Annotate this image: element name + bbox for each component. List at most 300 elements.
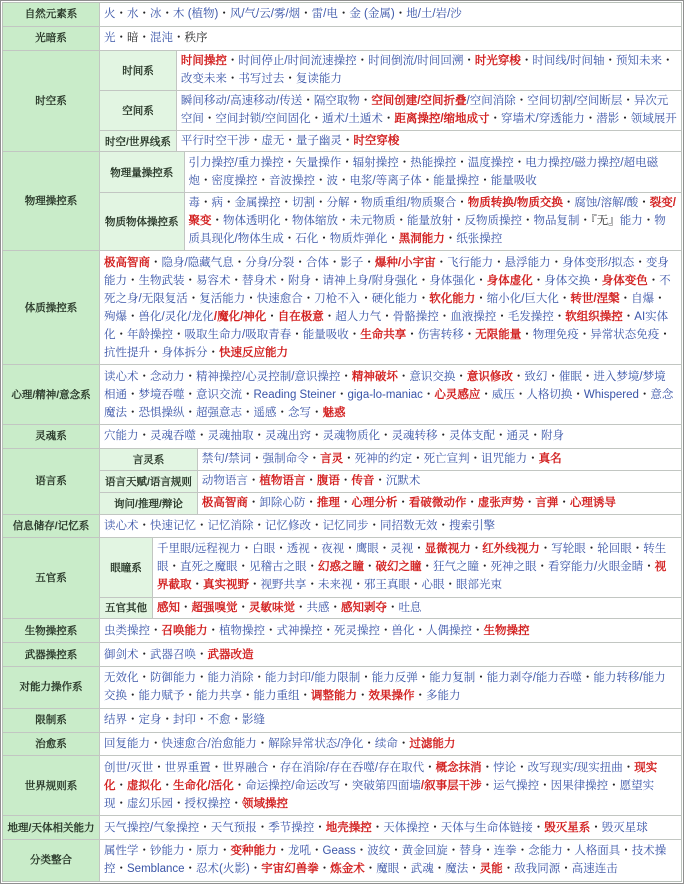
ability-link[interactable]: 年龄操控 <box>127 328 173 341</box>
ability-link[interactable]: 世界重置 <box>164 761 211 774</box>
ability-link[interactable]: 心灵感应 <box>434 388 481 401</box>
ability-link[interactable]: 人格切换 <box>526 388 573 401</box>
ability-link[interactable]: 武魂 <box>410 863 434 876</box>
ability-link[interactable]: 缩小化/巨大化 <box>486 292 559 305</box>
ability-link[interactable]: 龙吼 <box>288 845 311 858</box>
ability-link[interactable]: 心理诱导 <box>569 497 616 510</box>
ability-link[interactable]: Geass <box>322 845 356 858</box>
ability-link[interactable]: 未来视 <box>318 579 353 592</box>
ability-link[interactable]: 人偶操控 <box>426 624 472 637</box>
ability-link[interactable]: 植物操控 <box>219 624 265 637</box>
ability-link[interactable]: 突破第四面墙 <box>351 779 421 792</box>
ability-link[interactable]: 附身 <box>541 430 564 443</box>
ability-link[interactable]: 视野共享 <box>260 579 307 592</box>
ability-link[interactable]: 灵魂转移 <box>391 430 438 443</box>
ability-link[interactable]: 物品复制 <box>533 215 580 228</box>
ability-link[interactable]: Whispered <box>583 388 639 401</box>
ability-link[interactable]: 时光穿梭 <box>474 55 521 68</box>
ability-link[interactable]: 空间封锁/空间固化 <box>215 113 311 126</box>
ability-link[interactable]: 纸张操控 <box>456 233 503 246</box>
ability-link[interactable]: 能力剥夺/能力吞噬 <box>486 672 582 685</box>
ability-link[interactable]: 穴能力 <box>104 430 139 443</box>
ability-link[interactable]: 混沌 <box>150 32 173 45</box>
ability-link[interactable]: 过滤能力 <box>409 738 456 750</box>
ability-link[interactable]: 恐惧操纵 <box>138 406 185 419</box>
ability-link[interactable]: 天气预报 <box>210 821 257 834</box>
ability-link[interactable]: 快速记忆 <box>150 520 196 533</box>
ability-link[interactable]: 替身术 <box>242 274 277 287</box>
content-cell <box>100 27 681 50</box>
ability-link[interactable]: 威压 <box>491 388 515 401</box>
ability-link[interactable]: 隔空取物 <box>313 95 360 108</box>
ability-link[interactable]: 感知 <box>157 601 180 614</box>
ability-link[interactable]: 高速连击 <box>571 863 618 876</box>
ability-link[interactable]: 精神破坏 <box>351 370 398 383</box>
ability-link[interactable]: 能量吸收 <box>302 328 349 341</box>
ability-link[interactable]: 快速愈合/治愈能力 <box>161 738 257 750</box>
ability-link[interactable]: 空间切割/空间断层 <box>527 95 623 108</box>
ability-link[interactable]: 敌我同源 <box>514 863 561 876</box>
ability-link[interactable]: 未元物质 <box>349 215 396 228</box>
ability-link[interactable]: 能力封印/能力限制 <box>265 672 361 685</box>
ability-link[interactable]: 石化 <box>295 233 319 246</box>
ability-link[interactable]: 武器召唤 <box>150 648 196 661</box>
ability-link[interactable]: 天气操控/气象操控 <box>104 821 200 834</box>
ability-link[interactable]: 自爆 <box>631 292 655 305</box>
ability-link[interactable]: 回复能力 <box>104 738 150 750</box>
ability-link[interactable]: 感知剥夺 <box>341 601 387 614</box>
ability-link[interactable]: 毁灭星球 <box>601 821 648 834</box>
ability-link[interactable]: 合体 <box>305 256 329 269</box>
ability-link[interactable]: 禁句/禁词 <box>201 453 252 466</box>
ability-link[interactable]: 热能操控 <box>410 157 457 170</box>
ability-link[interactable]: 飞行能力 <box>447 256 494 269</box>
ability-link[interactable]: 能力转移/能力交换 <box>104 672 666 703</box>
ability-link[interactable]: 密度操控 <box>211 175 258 188</box>
ability-link[interactable]: 连拳 <box>493 845 517 858</box>
ability-link[interactable]: 植物语言 <box>259 475 306 488</box>
ability-link[interactable]: 天体与生命体链接 <box>440 821 533 834</box>
ability-link[interactable]: 武器改造 <box>207 648 254 661</box>
ability-link[interactable]: 透视 <box>286 543 310 556</box>
ability-link[interactable]: 眼部光束 <box>456 579 502 592</box>
ability-link[interactable]: 物质炸弹化 <box>329 233 388 246</box>
ability-link[interactable]: 召唤能力 <box>161 624 208 637</box>
ability-link[interactable]: 灵魂抽取 <box>207 430 254 443</box>
ability-link[interactable]: 直死之魔眼 <box>180 561 238 574</box>
ability-link[interactable]: 运气操控 <box>493 779 540 792</box>
ability-link[interactable]: 能量吸收 <box>490 175 537 188</box>
ability-link[interactable]: 量子幽灵 <box>295 135 342 148</box>
ability-link[interactable]: 效果操作 <box>368 690 415 703</box>
ability-link[interactable]: giga-lo-maniac <box>347 388 423 401</box>
ability-link[interactable]: 毛发操控 <box>507 310 554 323</box>
ability-link[interactable]: 刀枪不入 <box>314 292 361 305</box>
ability-link[interactable]: 属性学 <box>104 845 139 858</box>
ability-link[interactable]: 时间停止/时间流速操控 <box>238 55 357 68</box>
ability-link[interactable]: Reading Steiner <box>253 388 336 401</box>
ability-link[interactable]: 平行时空干涉 <box>180 135 250 148</box>
ability-link[interactable]: 爆种/小宇宙 <box>374 256 436 269</box>
ability-link[interactable]: 虚无 <box>261 135 285 148</box>
ability-link[interactable]: 反物质操控 <box>464 215 522 228</box>
ability-link[interactable]: 看穿能力/火眼金睛 <box>548 561 644 574</box>
ability-link[interactable]: 搜索引擎 <box>449 520 495 533</box>
ability-link[interactable]: 死灵操控 <box>334 624 380 637</box>
ability-link[interactable]: 魅惑 <box>322 406 346 419</box>
ability-link[interactable]: 天体操控 <box>383 821 430 834</box>
ability-link[interactable]: 人格面具 <box>574 845 621 858</box>
separator-dot: ・ <box>527 453 539 466</box>
ability-link[interactable]: 能力 <box>619 215 643 228</box>
ability-link[interactable]: 电力操控/磁力操控/超电磁炮 <box>188 157 659 188</box>
ability-link[interactable]: 死神的约定 <box>354 453 413 466</box>
ability-link[interactable]: 魔眼 <box>376 863 400 876</box>
ability-link[interactable]: 抗性提升 <box>104 346 150 359</box>
ability-link[interactable]: 钞能力 <box>150 845 185 858</box>
ability-link[interactable]: 请神上身/附身强化 <box>322 274 418 287</box>
ability-link[interactable]: 意念魔法 <box>104 388 674 419</box>
ability-link[interactable]: 幻惑之瞳 <box>318 561 364 574</box>
ability-link[interactable]: 千里眼/远程视力 <box>157 543 241 556</box>
ability-link[interactable]: 遁术/土遁术 <box>322 113 383 126</box>
ability-link[interactable]: 超人力气 <box>335 310 382 323</box>
ability-link[interactable]: 调整能力 <box>311 690 357 703</box>
ability-link[interactable]: 兽化/灵化/龙化 <box>138 310 214 323</box>
ability-link[interactable]: 结界 <box>104 714 127 727</box>
ability-link[interactable]: 传音 <box>351 475 375 488</box>
ability-link[interactable]: 魔法 <box>445 863 469 876</box>
ability-link[interactable]: 鹰眼 <box>355 543 379 556</box>
ability-link[interactable]: 能量操控 <box>433 175 480 188</box>
ability-link[interactable]: 催眠 <box>558 370 582 383</box>
ability-link[interactable]: 定身 <box>138 714 162 727</box>
ability-link[interactable]: 异常状态免疫 <box>590 328 660 341</box>
ability-link[interactable]: 炼金术 <box>330 863 365 876</box>
ability-link[interactable]: /魔化/神化 <box>213 310 267 323</box>
ability-link[interactable]: 转世/涅槃 <box>570 292 620 305</box>
ability-link[interactable]: 季节操控 <box>268 821 315 834</box>
ability-link[interactable]: 快速反应能力 <box>219 346 288 359</box>
ability-link[interactable]: 生命化/活化 <box>173 779 234 792</box>
ability-link[interactable]: 意识修改 <box>466 370 513 383</box>
ability-link[interactable]: 悬浮能力 <box>504 256 551 269</box>
ability-link[interactable]: 不死之身/无限复活 <box>104 274 671 305</box>
ability-link[interactable]: 授权操控 <box>184 797 231 810</box>
separator-dot: ・ <box>659 328 671 341</box>
ability-link[interactable]: 物体透明化 <box>223 215 281 228</box>
ability-link[interactable]: 视界截取 <box>157 561 667 592</box>
separator-dot: ・ <box>378 543 391 556</box>
ability-link[interactable]: 能力反弹 <box>371 672 418 685</box>
ability-link[interactable]: 极高智商 <box>104 256 150 269</box>
ability-link[interactable]: 火 <box>104 8 116 21</box>
separator-dot: ・ <box>153 761 165 774</box>
ability-link[interactable]: 快速愈合 <box>256 292 303 305</box>
ability-link[interactable]: 软化能力 <box>429 292 476 305</box>
ability-link[interactable]: 吐息 <box>398 601 422 614</box>
ability-link[interactable]: 影缝 <box>242 714 265 727</box>
ability-link[interactable]: 分解 <box>326 197 350 210</box>
ability-link[interactable]: 现实化 <box>104 761 658 792</box>
ability-link[interactable]: 因果律操控 <box>550 779 609 792</box>
ability-link[interactable]: 空间创建/空间折叠 <box>371 95 467 108</box>
ability-link[interactable]: 软组织操控 <box>565 310 623 323</box>
ability-link[interactable]: 时空穿梭 <box>353 135 400 148</box>
ability-link[interactable]: 物质具现化/物体生成 <box>188 215 666 246</box>
ability-link[interactable]: 伤害转移 <box>417 328 464 341</box>
ability-link[interactable]: 穿墙术/穿透能力 <box>501 113 585 126</box>
ability-link[interactable]: 看破微动作 <box>408 497 467 510</box>
ability-link[interactable]: 毁灭星系 <box>544 821 591 834</box>
ability-link[interactable]: 腹语 <box>316 475 340 488</box>
ability-link[interactable]: 红外线视力 <box>482 543 540 556</box>
ability-link[interactable]: 心理分析 <box>351 497 398 510</box>
ability-link[interactable]: 虚张声势 <box>477 497 524 510</box>
ability-link[interactable]: 瞬间移动/高速移动/传送 <box>180 95 303 108</box>
ability-link[interactable]: 身体拆分 <box>161 346 208 359</box>
ability-link[interactable]: 邪王真眼 <box>364 579 410 592</box>
ability-link[interactable]: 异次元空间 <box>180 95 669 126</box>
ability-link[interactable]: 身体虚化 <box>486 274 533 287</box>
ability-link[interactable]: 防御能力 <box>150 672 196 685</box>
ability-link[interactable]: 生物操控 <box>483 624 530 637</box>
ability-link[interactable]: 灵魂出窍 <box>265 430 311 443</box>
ability-link[interactable]: 死神之眼 <box>490 561 537 574</box>
ability-link[interactable]: 同招数无效 <box>380 520 438 533</box>
ability-link[interactable]: 通灵 <box>506 430 530 443</box>
ability-link[interactable]: 推理 <box>316 497 340 510</box>
ability-link[interactable]: 地壳操控 <box>325 821 372 834</box>
ability-link[interactable]: 毒 <box>188 197 200 210</box>
ability-link[interactable]: 强制命令 <box>262 453 309 466</box>
ability-link[interactable]: 读心术 <box>104 520 139 533</box>
ability-link[interactable]: 见稽古之眼 <box>249 561 307 574</box>
ability-link[interactable]: 能力复制 <box>429 672 476 685</box>
ability-link[interactable]: 金属操控 <box>234 197 281 210</box>
ability-link[interactable]: 动物语言 <box>201 475 248 488</box>
ability-link[interactable]: 音波操控 <box>269 175 315 188</box>
ability-link[interactable]: 记忆消除 <box>207 520 254 533</box>
ability-link[interactable]: 能力重组 <box>253 690 300 703</box>
ability-link[interactable]: 隐身/隐藏气息 <box>161 256 234 269</box>
ability-link[interactable]: 存在消除/存在吞噬/存在取代 <box>279 761 425 774</box>
ability-link[interactable]: 物质重组/物质聚合 <box>361 197 457 210</box>
ability-link[interactable]: 领域操控 <box>242 797 288 810</box>
ability-link[interactable]: 时间操控 <box>180 55 227 68</box>
ability-link[interactable]: 距离操控/缩地成寸 <box>394 113 490 126</box>
ability-link[interactable]: 忍术(火影) <box>196 863 250 876</box>
ability-link[interactable]: 生物武装 <box>138 274 185 287</box>
ability-link[interactable]: 念能力 <box>528 845 563 858</box>
ability-link[interactable]: 极高智商 <box>201 497 248 510</box>
ability-link[interactable]: 无限能量 <box>475 328 522 341</box>
ability-link[interactable]: 兽化 <box>391 624 415 637</box>
ability-link[interactable]: 原力 <box>196 845 219 858</box>
ability-link[interactable]: 无效化 <box>104 672 139 685</box>
ability-link[interactable]: 变种能力 <box>230 845 277 858</box>
ability-link[interactable]: 言灵 <box>320 453 344 466</box>
ability-link[interactable]: 式神操控 <box>276 624 323 637</box>
ability-link[interactable]: 裂变/聚变 <box>188 197 676 228</box>
ability-link[interactable]: 骨骼操控 <box>392 310 439 323</box>
ability-link[interactable]: 物体缩放 <box>292 215 338 228</box>
ability-link[interactable]: 灵体支配 <box>449 430 495 443</box>
ability-link[interactable]: 复读能力 <box>295 73 342 86</box>
ability-link[interactable]: 续命 <box>374 738 398 750</box>
ability-link[interactable]: 引力操控/重力操控 <box>188 157 284 170</box>
ability-link[interactable]: 记忆修改 <box>265 520 311 533</box>
ability-link[interactable]: 身体强化 <box>429 274 476 287</box>
ability-link[interactable]: 意识交流 <box>196 388 242 401</box>
ability-link[interactable]: 转生眼 <box>157 543 667 574</box>
ability-link[interactable]: 改变未来 <box>180 73 227 86</box>
ability-link[interactable]: 风/气/云/雾/烟 <box>229 8 301 21</box>
ability-link[interactable]: 命运操控/命运改写 <box>245 779 341 792</box>
ability-link[interactable]: 读心术 <box>104 370 139 383</box>
ability-link[interactable]: 能量放射 <box>407 215 453 228</box>
ability-link[interactable]: 记忆同步 <box>322 520 369 533</box>
ability-link[interactable]: 宇宙幻兽拳 <box>261 863 319 876</box>
ability-link[interactable]: 诅咒能力 <box>481 453 528 466</box>
ability-link[interactable]: 血液操控 <box>450 310 497 323</box>
content-cell <box>176 130 681 151</box>
ability-link[interactable]: 狂气之瞳 <box>433 561 479 574</box>
ability-link[interactable]: 虫类操控 <box>104 624 150 637</box>
ability-link[interactable]: 自在极意 <box>277 310 324 323</box>
ability-link[interactable]: 黑洞能力 <box>398 233 445 246</box>
ability-link[interactable]: 创世/灭世 <box>104 761 154 774</box>
ability-link[interactable]: 灵魂吞噬 <box>150 430 196 443</box>
content-inner <box>104 646 254 664</box>
ability-link[interactable]: 灵能 <box>479 863 503 876</box>
ability-link[interactable]: 虚幻乐园 <box>127 797 173 810</box>
ability-link[interactable]: 潜影 <box>596 113 620 126</box>
ability-link[interactable]: 写轮眼 <box>551 543 586 556</box>
ability-link[interactable]: 腐蚀/溶解/酸 <box>574 197 639 210</box>
ability-link[interactable]: 灵敏味觉 <box>249 601 295 614</box>
ability-link[interactable]: 身体变形/拟态 <box>562 256 635 269</box>
ability-link[interactable]: 超强嗅觉 <box>191 601 238 614</box>
ability-link[interactable]: 超强意志 <box>196 406 242 419</box>
ability-link[interactable]: 温度操控 <box>467 157 514 170</box>
ability-link[interactable]: 附身 <box>288 274 311 287</box>
ability-link[interactable]: 共感 <box>306 601 330 614</box>
ability-link[interactable]: 世界融合 <box>222 761 269 774</box>
ability-link[interactable]: 念写 <box>288 406 311 419</box>
ability-link[interactable]: 能力赋予 <box>138 690 185 703</box>
ability-link[interactable]: 殉爆 <box>104 310 127 323</box>
ability-link[interactable]: 技术操控 <box>104 845 667 876</box>
ability-link[interactable]: 光 <box>104 32 116 45</box>
ability-link[interactable]: 灵魂物质化 <box>322 430 380 443</box>
ability-link[interactable]: 愿望实现 <box>104 779 655 810</box>
ability-link[interactable]: 死亡宣判 <box>423 453 470 466</box>
ability-link[interactable]: 木 (植物) <box>173 8 219 21</box>
ability-link[interactable]: 病 <box>211 197 223 210</box>
ability-link[interactable]: 黄金回旋 <box>401 845 448 858</box>
ability-link[interactable]: 冰 <box>150 8 162 21</box>
ability-link[interactable]: 白眼 <box>252 543 276 556</box>
ability-link[interactable]: 时间线/时间轴 <box>532 55 605 68</box>
ability-link[interactable]: 显微视力 <box>424 543 471 556</box>
ability-link[interactable]: 波 <box>326 175 338 188</box>
ability-link[interactable]: 切割 <box>292 197 315 210</box>
ability-link[interactable]: 地/土/岩/沙 <box>406 8 462 21</box>
ability-link[interactable]: 封印 <box>173 714 196 727</box>
ability-link[interactable]: 吸取生命力/吸取青春 <box>184 328 292 341</box>
ability-link[interactable]: 书写过去 <box>238 73 285 86</box>
ability-link[interactable]: 解除异常状态/净化 <box>268 738 364 750</box>
ability-link[interactable]: 意识交换 <box>409 370 456 383</box>
ability-link[interactable]: 复活能力 <box>199 292 246 305</box>
ability-link[interactable]: 身体交换 <box>544 274 591 287</box>
ability-link[interactable]: 物质转换/物质交换 <box>467 197 563 210</box>
ability-link[interactable]: 真名 <box>538 453 562 466</box>
ability-link[interactable]: 预知未来 <box>616 55 663 68</box>
ability-link[interactable]: 领域展开 <box>630 113 677 126</box>
ability-link[interactable]: 辐射操控 <box>352 157 399 170</box>
ability-link[interactable]: 雷/电 <box>311 8 338 21</box>
ability-link[interactable]: 心眼 <box>421 579 445 592</box>
ability-link[interactable]: 虚拟化 <box>127 779 162 792</box>
ability-link[interactable]: 能力消除 <box>207 672 254 685</box>
ability-link[interactable]: /叙事层干涉 <box>420 779 482 792</box>
ability-link[interactable]: 致幻 <box>524 370 548 383</box>
ability-link[interactable]: 改写现实/现实扭曲 <box>527 761 623 774</box>
ability-link[interactable]: 矢量操作 <box>295 157 342 170</box>
ability-link[interactable]: 沉默术 <box>385 475 421 488</box>
ability-link[interactable]: 分身/分裂 <box>245 256 295 269</box>
ability-link[interactable]: 御剑术 <box>104 648 139 661</box>
ability-link[interactable]: 影子 <box>340 256 364 269</box>
ability-link[interactable]: 金 (金属) <box>349 8 395 21</box>
ability-link[interactable]: 多能力 <box>426 690 461 703</box>
ability-link[interactable]: 水 <box>127 8 139 21</box>
ability-link[interactable]: 时间倒流/时间回溯 <box>368 55 464 68</box>
ability-link[interactable]: 物理免疫 <box>532 328 579 341</box>
ability-link[interactable]: 电浆/等离子体 <box>349 175 422 188</box>
ability-link[interactable]: 言弹 <box>535 497 559 510</box>
ability-link[interactable]: 能力共享 <box>196 690 242 703</box>
ability-link[interactable]: 真实视野 <box>203 579 249 592</box>
ability-link[interactable]: 破幻之瞳 <box>375 561 422 574</box>
ability-link[interactable]: 替身 <box>459 845 483 858</box>
ability-link[interactable]: 进入梦境/梦境相通 <box>104 370 666 401</box>
ability-link[interactable]: 夜视 <box>321 543 345 556</box>
ability-link[interactable]: 概念抹消 <box>435 761 482 774</box>
ability-link[interactable]: 变身能力 <box>104 256 669 287</box>
ability-link[interactable]: /空间消除 <box>466 95 516 108</box>
ability-link[interactable]: 悖论 <box>493 761 517 774</box>
ability-link[interactable]: 易容术 <box>196 274 231 287</box>
ability-link[interactable]: Semblance <box>127 863 185 876</box>
ability-link[interactable]: 硬化能力 <box>371 292 418 305</box>
ability-link[interactable]: 生命共享 <box>360 328 407 341</box>
ability-link[interactable]: 精神操控/心灵控制/意识操控 <box>196 370 341 383</box>
ability-link[interactable]: 灵视 <box>390 543 414 556</box>
row-group-2 <box>3 26 681 50</box>
ability-link[interactable]: 不愈 <box>207 714 231 727</box>
ability-link[interactable]: 遥感 <box>253 406 277 419</box>
ability-link[interactable]: 身体变色 <box>601 274 648 287</box>
ability-link[interactable]: 卸除心防 <box>259 497 306 510</box>
ability-link[interactable]: AI实体化 <box>104 310 669 341</box>
ability-link[interactable]: 梦境吞噬 <box>138 388 185 401</box>
ability-link[interactable]: 波纹 <box>367 845 391 858</box>
ability-link[interactable]: 轮回眼 <box>597 543 632 556</box>
ability-link[interactable]: 念动力 <box>150 370 185 383</box>
